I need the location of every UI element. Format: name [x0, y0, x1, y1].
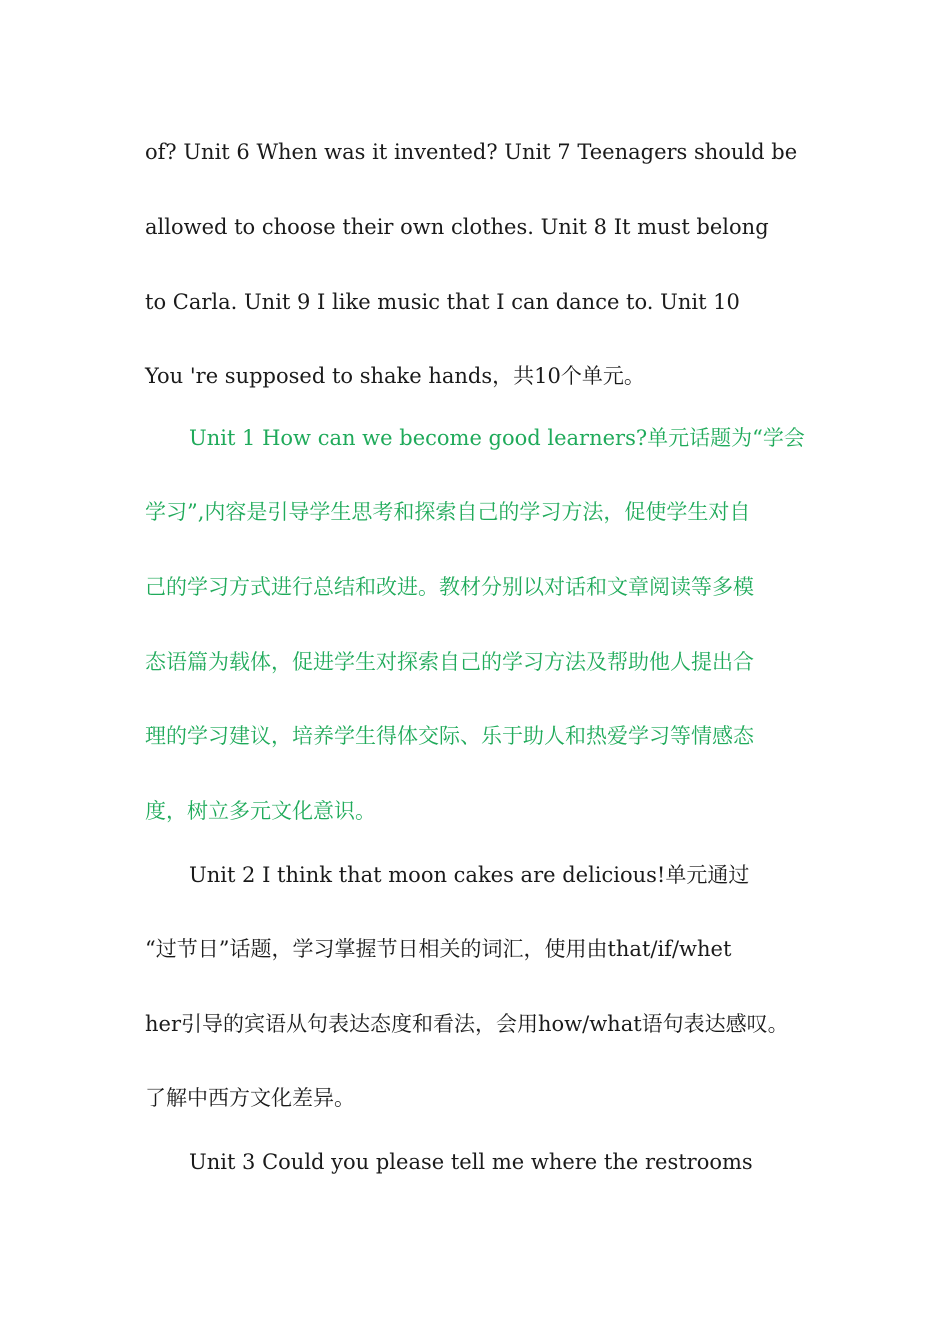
- text-line: “过节日”话题，学习掌握节日相关的词汇，使用由that/if/whet: [145, 937, 732, 961]
- text-line: 学习”,内容是引导学生思考和探索自己的学习方法，促使学生对自: [145, 500, 751, 524]
- text-line: Unit 2 I think that moon cakes are delicious!单元通过: [189, 863, 750, 887]
- text-line: of? Unit 6 When was it invented? Unit 7 Teenagers should be: [145, 140, 798, 164]
- text-line: Unit 1 How can we become good learners?单元话题为“学会: [189, 426, 805, 450]
- text-line: to Carla. Unit 9 I like music that I can dance to. Unit 10: [145, 290, 740, 314]
- text-line: allowed to choose their own clothes. Unit 8 It must belong: [145, 215, 769, 239]
- text-line: 了解中西方文化差异。: [145, 1086, 355, 1110]
- text-line: 态语篇为载体，促进学生对探索自己的学习方法及帮助他人提出合: [145, 650, 754, 674]
- text-line: 己的学习方式进行总结和改进。教材分别以对话和文章阅读等多模: [145, 575, 754, 599]
- text-line: 度，树立多元文化意识。: [145, 799, 376, 823]
- text-line: Unit 3 Could you please tell me where the restrooms: [189, 1150, 753, 1174]
- text-line: her引导的宾语从句表达态度和看法，会用how/what语句表达感叹。: [145, 1012, 789, 1036]
- text-line: 理的学习建议，培养学生得体交际、乐于助人和热爱学习等情感态: [145, 724, 754, 748]
- text-line: You 're supposed to shake hands，共10个单元。: [145, 364, 645, 388]
